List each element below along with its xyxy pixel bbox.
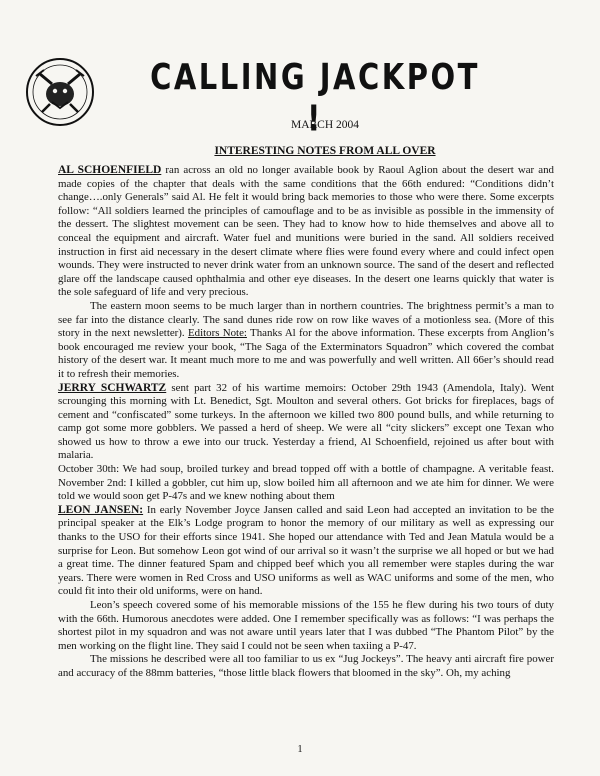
issue-date: MARCH 2004 <box>290 119 360 131</box>
article-paragraph <box>58 164 554 300</box>
editors-note-label: Editors Note: <box>187 327 247 340</box>
article-paragraph <box>58 653 554 680</box>
article-text: In early November Joyce Jansen called and said Leon had accepted an invitation to be the principal speaker at the Elk’s Lodge program to honor the memory of our military as well as expressing our thanks to the USO for their efforts since 1941. She hoped our attendance with Ted and Jean Matula would be a surprise for Leon. But somehow Leon got wind of our arrival so it wasn’t the surprise we all hoped or but we had a great time. The dinner featured Spam and chipped beef which you all remember were staples during the war years. There were women in Red Cross and USO uniforms as well as WAC uniforms and some of the men, who could fit into their old uniforms, were on hand. <box>58 503 554 598</box>
article-text: October 30th: We had soup, broiled turkey and bread topped off with a bottle of champagne. A veritable feast. November 2nd: I killed a gobbler, cut him up, slow boiled him all afternoon and we ate him for dinner. We were told we would soon get P-47s and we knew nothing about them <box>58 463 554 503</box>
article-paragraph <box>58 599 554 653</box>
article-paragraph <box>58 300 554 382</box>
article-paragraph <box>58 463 554 504</box>
article-text: sent part 32 of his wartime memoirs: October 29th 1943 (Amendola, Italy). Went scrounging this morning with Lt. Benedict, Sgt. Moulton and several others. Got bricks for fireplaces, bags of cement and “confiscated” some turkeys. In the afternoon we killed two 800 pound bulls, and while returning to camp got some more gobblers. We passed a herd of sheep. We were all “city slickers” except one Texan who showed us how to throw a ewe into our truck. Yesterday a friend, Al Schoenfield, rejoined us after bout with malaria. <box>58 381 554 462</box>
article-text: ran across an old no longer available book by Raoul Aglion about the desert war and made copies of the chapter that deals with the same conditions that the 66th endured: “Conditions didn’t change….only Generals” said Al. He felt it would bring back memories to those who were there. Some excerpts follow: “All soldiers learned the principles of camouflage and to be as invisible as possible in the immensity of the dessert. The slightest movement can be seen. They had to know how to hide themselves and above all to conceal the equipment and aircraft. Water fuel and munitions were buried in the sand. All soldiers received instruction in first aid necessary in the desert climate where flies were found every where and could infect open wounds. They were instructed to never drink water from an unknown source. The sand of the desert and reflected glare off the landscape caused ophthalmia and other eye diseases. In the desert one learns quickly that water is the sole safeguard of life and very precious. <box>58 164 554 299</box>
article-lead-name: AL SCHOENFIELD <box>58 164 162 176</box>
newsletter-masthead: CALLING JACKPOT ! <box>150 56 480 139</box>
page-number: 1 <box>297 744 303 755</box>
article-text: Thanks Al for the above information. These excerpts from Anglion’s book encouraged me review your book, “The Saga of the Exterminators Squadron” which covered the combat history of the desert war. It meant much more to me and was powerfully and well written. All 66er’s should read it to refresh their memories. <box>58 327 554 380</box>
article-lead-name: LEON JANSEN: <box>58 503 144 516</box>
section-heading: INTERESTING NOTES FROM ALL OVER <box>214 145 436 157</box>
article-lead-name: JERRY SCHWARTZ <box>58 381 167 394</box>
article-paragraph <box>58 504 554 599</box>
squadron-insignia-icon <box>24 56 96 128</box>
article-body <box>58 164 554 681</box>
article-paragraph <box>58 382 554 464</box>
article-text: The eastern moon seems to be much larger than in northern countries. The brightness permit’s a man to see far into the distance clearly. The sand dunes ride row on row like waves of a motionless sea. (More of this story in the next newsletter). <box>58 299 554 340</box>
article-text: The missions he described were all too familiar to us ex “Jug Jockeys”. The heavy anti aircraft fire power and accuracy of the 88mm batteries, “those little black flowers that bloomed in the sky”. Oh, my aching <box>58 653 554 679</box>
article-text: Leon’s speech covered some of his memorable missions of the 155 he flew during his two tours of duty with the 66th. Humorous anecdotes were added. One I remember specifically was as follows: “I was perhaps the shortest pilot in my squadron and was not aware until years later that I was dubbed “The Phantom Pilot” by the men working on the flight line. They said I could not be seen when taxiing a P-47. <box>58 599 554 652</box>
